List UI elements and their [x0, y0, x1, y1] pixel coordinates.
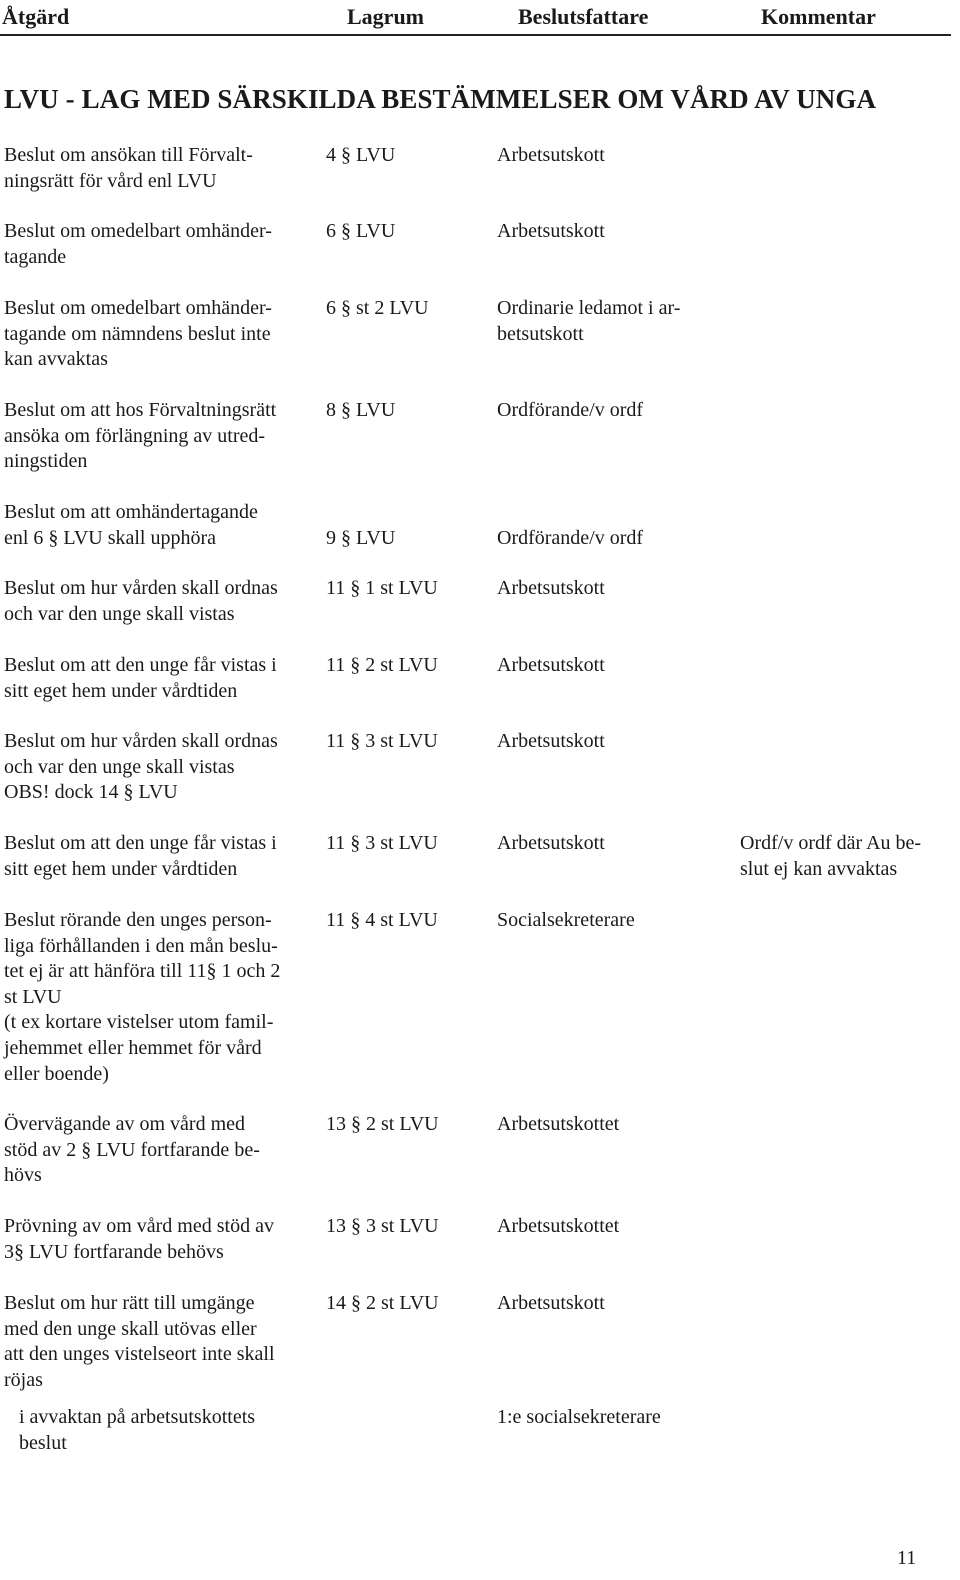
action-cell: Beslut om att den unge får vistas i sitt eget hem under vårdtiden — [4, 832, 277, 880]
law-cell: 13 § 3 st LVU — [326, 1215, 439, 1237]
action-cell: Beslut om ansökan till Förvalt- ningsrätt för vård enl LVU — [4, 144, 253, 192]
decider-cell: Ordinarie ledamot i ar- betsutskott — [497, 297, 681, 345]
header-action: Åtgärd — [2, 4, 70, 29]
law-cell: 11 § 1 st LVU — [326, 577, 438, 599]
decider-cell: Arbetsutskottet — [497, 1113, 620, 1135]
decider-cell: Arbetsutskott — [497, 144, 605, 166]
decider-cell: Arbetsutskott — [497, 1292, 605, 1314]
action-cell: Beslut rörande den unges person- liga förhållanden i den mån beslu- tet ej är att hänföra till 11§ 1 och 2 st LVU (t ex kortare vistelser utom famil- jehemmet eller hemmet för vård eller boende) — [4, 909, 281, 1085]
decider-cell: Socialsekreterare — [497, 909, 635, 931]
law-cell: 4 § LVU — [326, 144, 396, 166]
comment-cell: Ordf/v ordf där Au be- slut ej kan avvaktas — [740, 832, 922, 880]
decider-cell: Ordförande/v ordf — [497, 399, 644, 421]
action-cell: Beslut om omedelbart omhänder- tagande — [4, 220, 272, 268]
decider-cell: 1:e socialsekreterare — [497, 1406, 661, 1428]
decider-cell: Ordförande/v ordf — [497, 527, 644, 549]
law-cell: 11 § 3 st LVU — [326, 730, 438, 752]
law-cell: 6 § st 2 LVU — [326, 297, 429, 319]
law-cell: 14 § 2 st LVU — [326, 1292, 439, 1314]
action-cell: i avvaktan på arbetsutskottets beslut — [19, 1406, 256, 1454]
section-title: LVU - LAG MED SÄRSKILDA BESTÄMMELSER OM VÅRD AV UNGA — [4, 84, 877, 114]
law-cell: 9 § LVU — [326, 527, 396, 549]
law-cell: 6 § LVU — [326, 220, 396, 242]
decider-cell: Arbetsutskottet — [497, 1215, 620, 1237]
action-cell: Prövning av om vård med stöd av 3§ LVU fortfarande behövs — [4, 1215, 274, 1263]
decider-cell: Arbetsutskott — [497, 577, 605, 599]
action-cell: Beslut om hur rätt till umgänge med den unge skall utövas eller att den unges vistelseort inte skall röjas — [4, 1292, 275, 1391]
law-cell: 8 § LVU — [326, 399, 396, 421]
law-cell: 11 § 3 st LVU — [326, 832, 438, 854]
decider-cell: Arbetsutskott — [497, 654, 605, 676]
header-comment: Kommentar — [761, 4, 876, 29]
action-cell: Beslut om hur vården skall ordnas och var den unge skall vistas OBS! dock 14 § LVU — [4, 730, 278, 804]
header-decider: Beslutsfattare — [518, 4, 649, 29]
page-number: 11 — [897, 1547, 917, 1569]
table-header — [0, 0, 951, 36]
action-cell: Beslut om att den unge får vistas i sitt eget hem under vårdtiden — [4, 654, 277, 702]
decider-cell: Arbetsutskott — [497, 730, 605, 752]
decider-cell: Arbetsutskott — [497, 220, 605, 242]
law-cell: 11 § 4 st LVU — [326, 909, 438, 931]
decider-cell: Arbetsutskott — [497, 832, 605, 854]
law-cell: 11 § 2 st LVU — [326, 654, 438, 676]
law-cell: 13 § 2 st LVU — [326, 1113, 439, 1135]
action-cell: Beslut om att hos Förvaltningsrätt ansöka om förlängning av utred- ningstiden — [4, 399, 277, 473]
header-law: Lagrum — [347, 4, 424, 29]
action-cell: Övervägande av om vård med stöd av 2 § LVU fortfarande be- hövs — [4, 1113, 260, 1187]
action-cell: Beslut om omedelbart omhänder- tagande om nämndens beslut inte kan avvaktas — [4, 297, 272, 371]
action-cell: Beslut om att omhändertagande enl 6 § LVU skall upphöra — [4, 501, 258, 549]
action-cell: Beslut om hur vården skall ordnas och var den unge skall vistas — [4, 577, 278, 625]
